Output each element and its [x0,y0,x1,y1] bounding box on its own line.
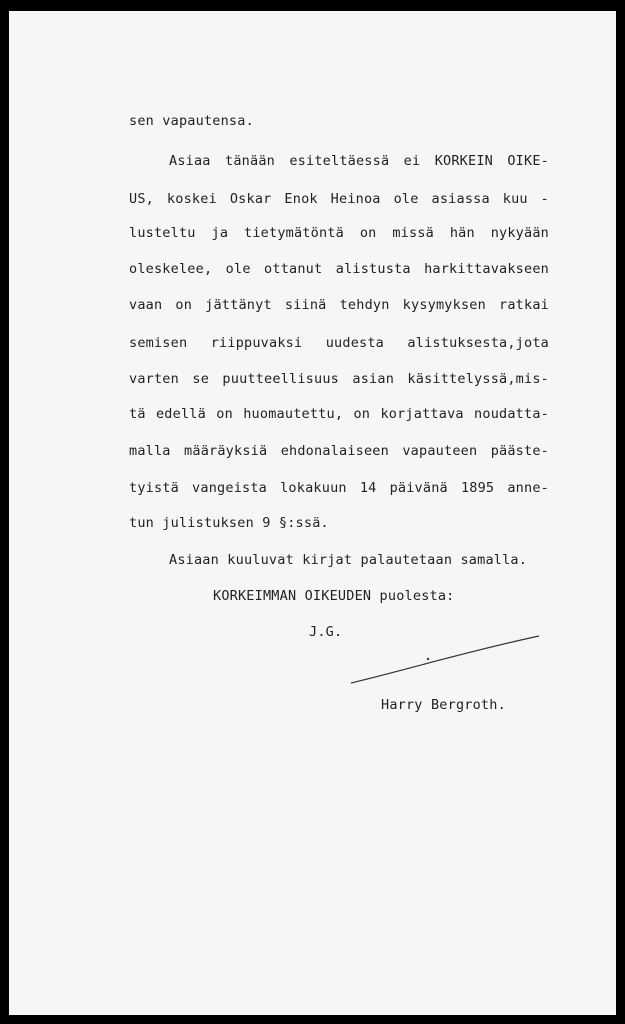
paragraph-line-11: tun julistuksen 9 §:ssä. [129,515,329,531]
paragraph-line-6: semisen riippuvaksi uudesta alistuksesta,jota [129,335,549,351]
initials: J.G. [309,624,343,640]
paragraph-line-3: lusteltu ja tietymätöntä on missä hän nykyään [129,225,549,241]
paragraph-line-7: varten se puutteellisuus asian käsittelyssä,mis- [129,371,549,387]
court-line: KORKEIMMAN OIKEUDEN puolesta: [213,588,455,604]
paragraph-line-2: US, koskei Oskar Enok Heinoa ole asiassa kuu - [129,191,549,207]
paragraph-line-8: tä edellä on huomautettu, on korjattava noudatta- [129,406,549,422]
opening-line: sen vapautensa. [129,113,254,129]
signatory-name: Harry Bergroth. [381,697,506,713]
paragraph-line-4: oleskelee, ole ottanut alistusta harkittavakseen [129,261,549,277]
paragraph-line-1: Asiaa tänään esiteltäessä ei KORKEIN OIKE- [169,153,549,169]
signature-stroke [349,631,549,686]
paragraph-line-10: tyistä vangeista lokakuun 14 päivänä 1895 anne- [129,480,549,496]
document-page [9,11,616,1015]
paragraph-line-5: vaan on jättänyt siinä tehdyn kysymyksen ratkai [129,297,549,313]
return-line: Asiaan kuuluvat kirjat palautetaan samalla. [169,552,528,568]
paragraph-line-9: malla määräyksiä ehdonalaiseen vapauteen pääste- [129,443,549,459]
